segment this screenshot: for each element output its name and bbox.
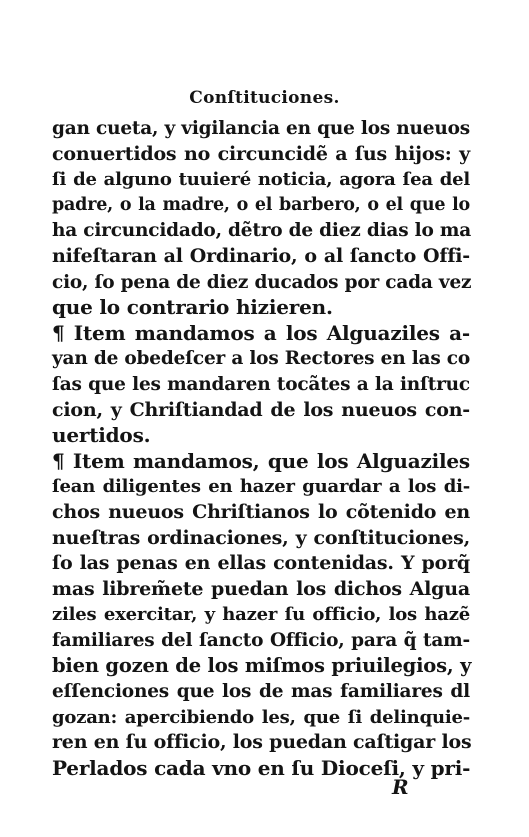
text-line: ziles exercitar, y hazer ſu officio, los hazẽ xyxy=(52,604,470,626)
text-line: ſi de alguno tuuieré noticia, agora ſea del xyxy=(52,169,470,191)
text-line: ¶ Item mandamos, que los Alguaziles xyxy=(52,448,470,473)
signature-mark: R xyxy=(392,775,409,799)
text-line: chos nueuos Chriſtianos lo cõtenido en xyxy=(52,500,470,523)
text-line: ſas que les mandaren tocãtes a la inſtruc xyxy=(52,373,470,395)
body-text xyxy=(52,116,470,781)
text-line: ſo las penas en ellas contenidas. Y porq̃ xyxy=(52,552,470,575)
text-line: conuertidos no circuncidẽ a ſus hijos: y xyxy=(52,142,470,165)
text-line: cion, y Chriſtiandad de los nueuos con- xyxy=(52,398,470,421)
text-line: yan de obedeſcer a los Rectores en las co xyxy=(52,348,470,370)
text-line: ha circuncidado, dẽtro de diez dias lo ma xyxy=(52,220,472,242)
text-line: ¶ Item mandamos a los Alguaziles a- xyxy=(52,320,470,345)
text-line: Perlados cada vno en ſu Dioceſi, y pri- xyxy=(52,755,471,780)
text-line: familiares del ſancto Officio, para q̃ tam- xyxy=(52,629,470,651)
text-line: nifeſtaran al Ordinario, o al ſancto Offi- xyxy=(52,244,470,267)
text-line: que lo contrario hizieren. xyxy=(52,295,333,320)
text-line: bien gozen de los miſmos priuilegios, y xyxy=(52,654,472,678)
text-line: gozan: apercibiendo les, que ſi delinquie- xyxy=(52,706,470,728)
text-line: ſean diligentes en hazer guardar a los di- xyxy=(52,476,470,498)
running-header: Conſtituciones. xyxy=(189,88,340,108)
text-line: padre, o la madre, o el barbero, o el que lo xyxy=(52,194,470,215)
text-line: eſſenciones que los de mas familiares dl xyxy=(52,681,470,703)
text-line: nueſtras ordinaciones, y conſtituciones, xyxy=(52,526,470,549)
text-line: uertidos. xyxy=(52,423,151,448)
text-line: cio, ſo pena de diez ducados por cada vez xyxy=(52,271,472,293)
text-line: gan cueta, y vigilancia en que los nueuos xyxy=(52,118,470,139)
text-line: mas librem̃ete puedan los dichos Algua xyxy=(52,577,470,600)
text-line: ren en ſu officio, los puedan caſtigar los xyxy=(52,731,472,754)
